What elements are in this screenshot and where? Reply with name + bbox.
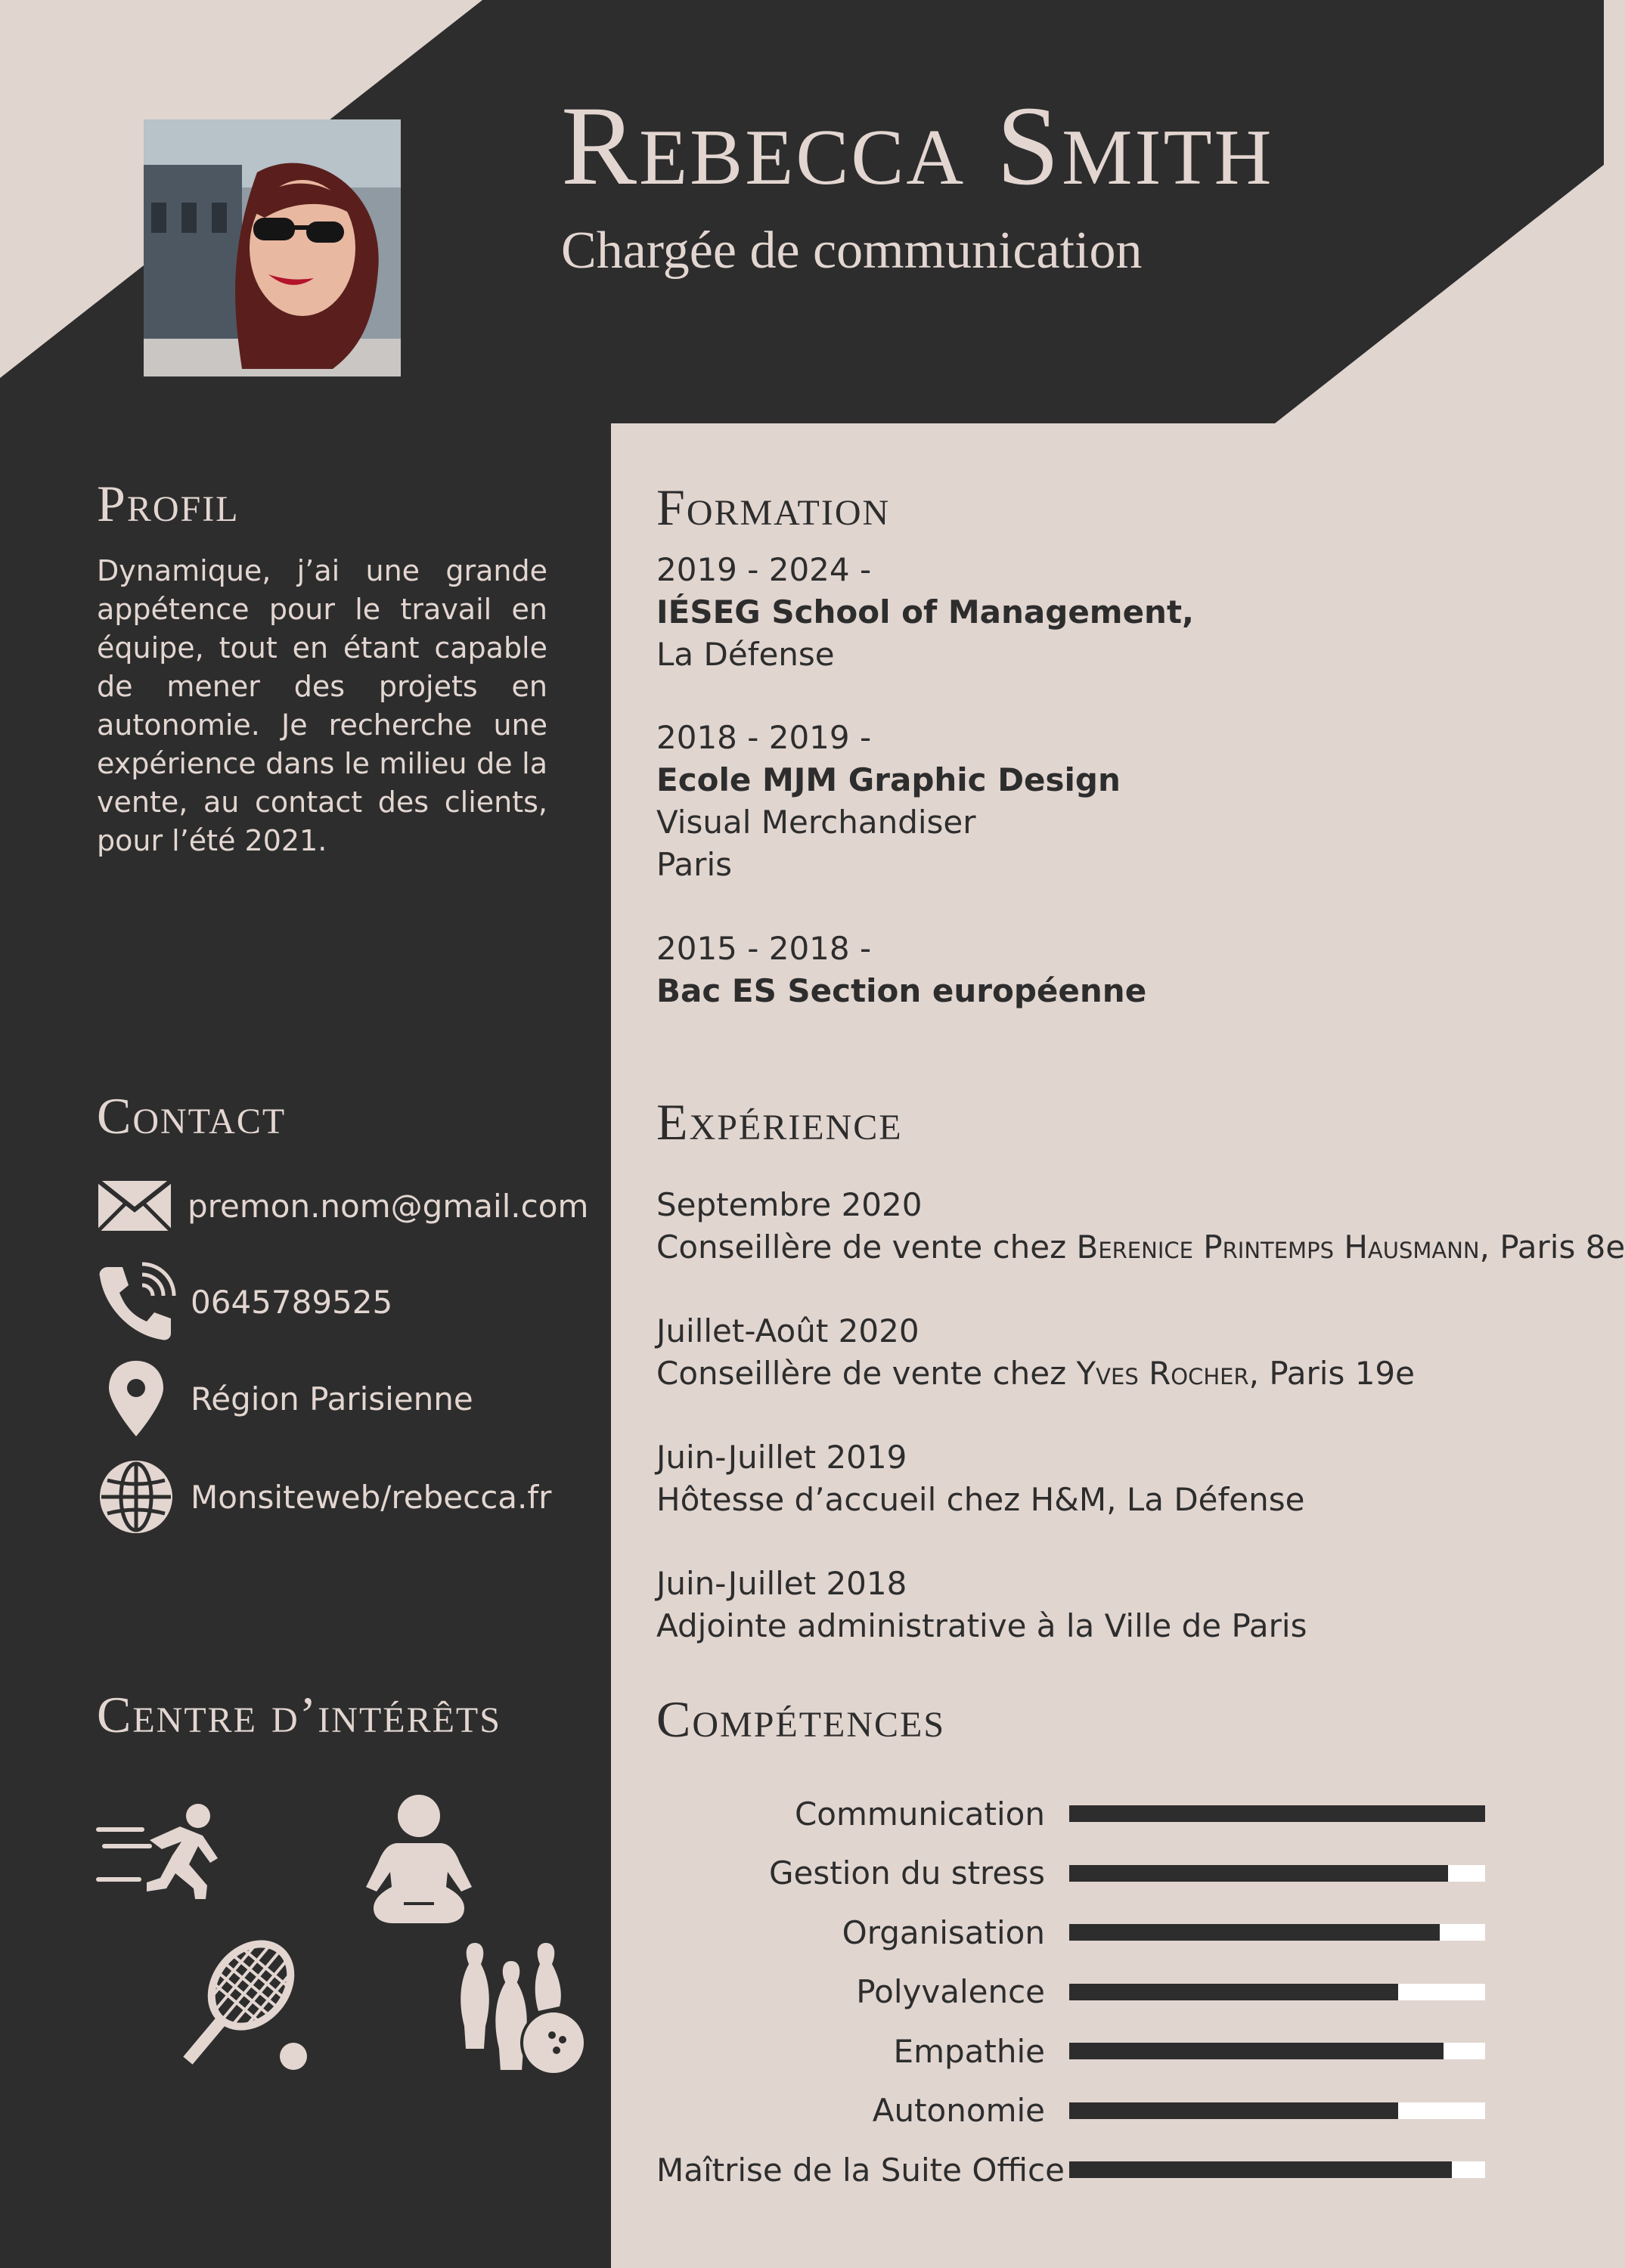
running-icon: [97, 1799, 233, 1905]
experience-role: [656, 1226, 1625, 1269]
skill-bar-fill: [1069, 2043, 1444, 2059]
profil-text: Dynamique, j’ai une grande appétence pour le travail en équipe, tout en étant capable de mener des projets en autonomie. Je recherche une expérience dans le milieu de la vente, au contact des clients, pour l’été 2021.: [97, 554, 547, 857]
formation-entry: [656, 928, 1564, 1012]
envelope-icon: [97, 1168, 172, 1244]
contact-heading: Contact: [97, 1087, 287, 1145]
skill-bar-fill: [1069, 1924, 1440, 1941]
skill-bar-fill: [1069, 2161, 1452, 2178]
contact-website[interactable]: [97, 1459, 581, 1535]
experience-date: Juin-Juillet 2018: [656, 1565, 907, 1602]
experience-role-text: Conseillère de vente chez: [656, 1228, 1077, 1266]
skill-row: [656, 1844, 1534, 1904]
skill-label: Empathie: [893, 2032, 1045, 2070]
skill-row: [656, 2140, 1534, 2200]
skill-bar-fill: [1069, 1865, 1448, 1882]
experience-entry: [656, 1563, 1564, 1647]
contact-website-text: Monsiteweb/rebecca.fr: [191, 1478, 552, 1516]
globe-icon: [97, 1459, 175, 1535]
formation-school: IÉSEG School of Management,: [656, 593, 1194, 631]
contact-phone-text: 0645789525: [191, 1283, 393, 1321]
skill-bar: [1069, 1924, 1485, 1941]
skill-row: [656, 1903, 1534, 1963]
interets-heading: Centre d’intérêts: [97, 1686, 501, 1743]
experience-role: Hôtesse d’accueil chez H&M, La Défense: [656, 1481, 1305, 1518]
experience-role: [656, 1352, 1564, 1395]
experience-date: Juillet-Août 2020: [656, 1312, 919, 1349]
skill-row: [656, 2022, 1534, 2081]
experience-entry: [656, 1184, 1625, 1269]
skill-bar: [1069, 1984, 1485, 2000]
portrait-photo: [144, 119, 401, 376]
bowling-icon: [454, 1943, 586, 2075]
formation-heading: Formation: [656, 479, 891, 536]
skill-bar-fill: [1069, 2102, 1398, 2119]
formation-dates: 2018 - 2019 -: [656, 719, 872, 756]
skill-row: [656, 1963, 1534, 2022]
formation-detail: Paris: [656, 846, 732, 883]
experience-date: Septembre 2020: [656, 1186, 923, 1223]
contact-location-text: Région Parisienne: [191, 1380, 473, 1418]
skill-row: [656, 2081, 1534, 2141]
skill-bar: [1069, 1865, 1485, 1882]
skill-bar-fill: [1069, 1805, 1485, 1822]
skill-row: [656, 1784, 1534, 1844]
skill-label: Maîtrise de la Suite Office: [656, 2151, 1065, 2189]
experience-date: Juin-Juillet 2019: [656, 1439, 907, 1476]
skill-label: Autonomie: [872, 2092, 1045, 2130]
skill-bar: [1069, 2102, 1485, 2119]
skill-bar-fill: [1069, 1984, 1398, 2000]
skill-bar: [1069, 2161, 1485, 2178]
experience-role: Adjointe administrative à la Ville de Paris: [656, 1607, 1307, 1644]
formation-school: Ecole MJM Graphic Design: [656, 761, 1121, 798]
formation-detail: Visual Merchandiser: [656, 804, 976, 841]
skill-label: Gestion du stress: [769, 1854, 1045, 1892]
experience-location: , Paris 19e: [1248, 1355, 1415, 1392]
skill-label: Organisation: [842, 1913, 1045, 1951]
candidate-name: Rebecca Smith: [561, 83, 1274, 209]
tennis-icon: [175, 1938, 312, 2074]
contact-email[interactable]: [97, 1168, 589, 1244]
contact-email-text: premon.nom@gmail.com: [188, 1187, 589, 1225]
experience-company: Berenice Printemps Hausmann: [1076, 1228, 1480, 1266]
contact-location: [97, 1361, 581, 1436]
location-pin-icon: [97, 1361, 175, 1436]
experience-location: , Paris 8e: [1479, 1228, 1625, 1266]
phone-icon: [97, 1264, 175, 1340]
skill-label: Communication: [794, 1795, 1045, 1833]
experience-role-text: Conseillère de vente chez: [656, 1355, 1077, 1392]
formation-entry: [656, 717, 1564, 886]
job-title: Chargée de communication: [561, 222, 1143, 280]
competences-heading: Compétences: [656, 1690, 946, 1748]
experience-company: Yves Rocher: [1076, 1355, 1249, 1392]
formation-entry: [656, 549, 1564, 676]
formation-school: Bac ES Section européenne: [656, 972, 1147, 1009]
skill-label: Polyvalence: [856, 1973, 1045, 2011]
experience-heading: Expérience: [656, 1093, 903, 1151]
skill-bar: [1069, 2043, 1485, 2059]
formation-dates: 2015 - 2018 -: [656, 930, 872, 967]
skill-bar: [1069, 1805, 1485, 1822]
experience-entry: [656, 1436, 1564, 1521]
experience-entry: [656, 1310, 1564, 1395]
meditation-icon: [358, 1790, 479, 1926]
profil-heading: Profil: [97, 475, 240, 532]
skills-list: [656, 1784, 1534, 2200]
formation-detail: La Défense: [656, 636, 835, 673]
contact-phone[interactable]: [97, 1264, 581, 1340]
formation-dates: 2019 - 2024 -: [656, 551, 872, 588]
